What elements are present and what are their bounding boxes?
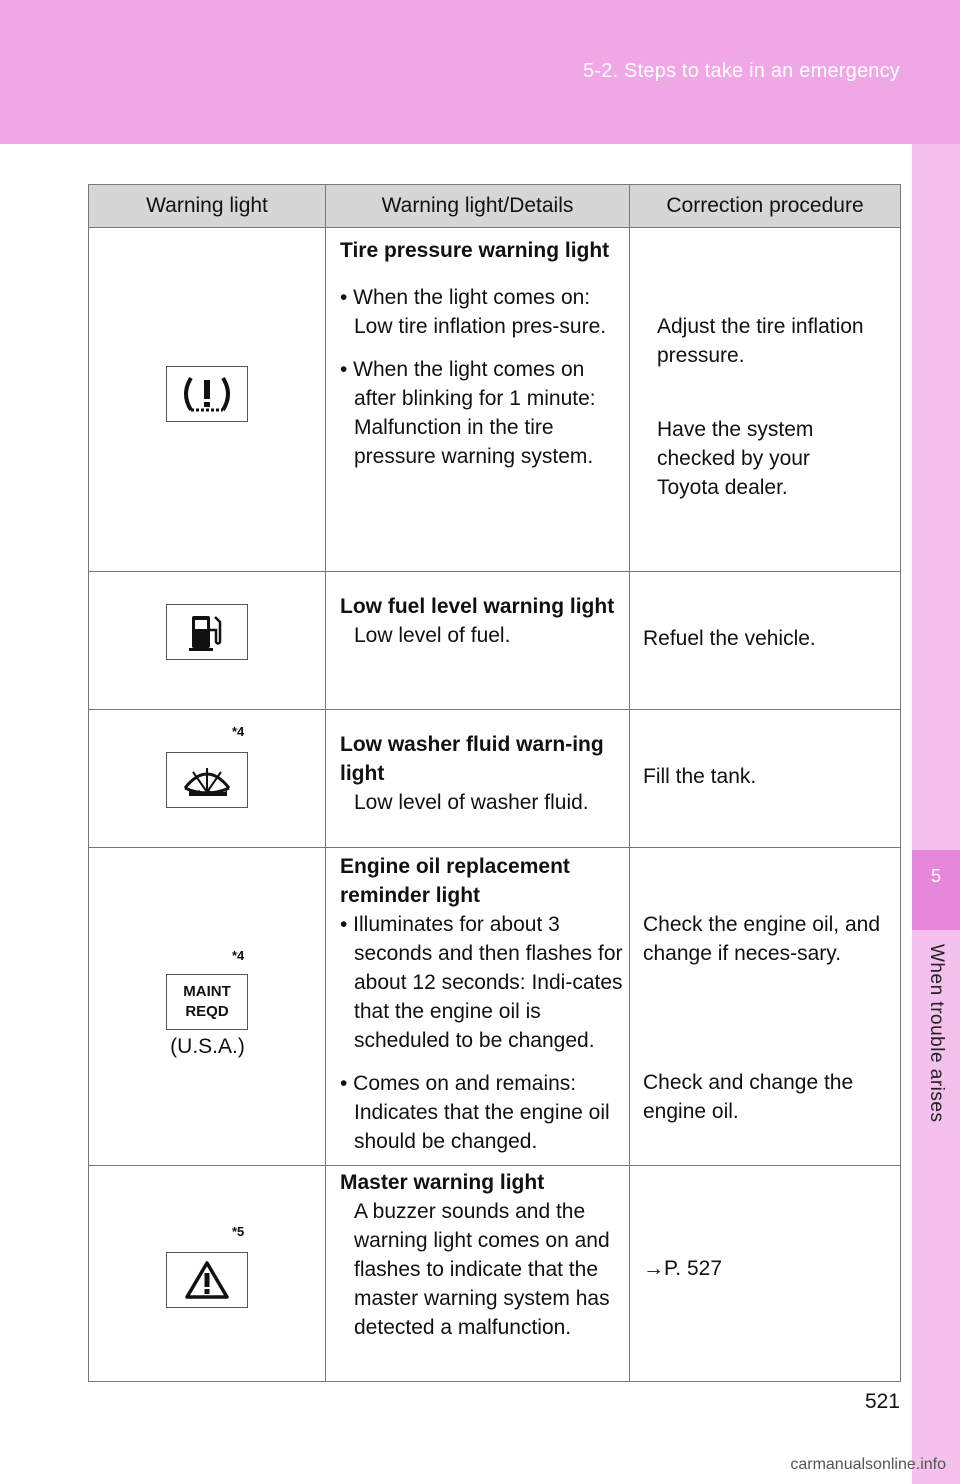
icon-text: REQD	[185, 1003, 229, 1020]
warning-light-table	[88, 184, 901, 1382]
fuel-pump-icon	[166, 604, 248, 660]
chapter-label: When trouble arises	[926, 944, 947, 1123]
correction-cell	[630, 572, 901, 710]
correction-cell	[630, 848, 901, 1166]
detail-item: • Comes on and remains: Indicates that the engine oil should be changed.	[340, 1072, 610, 1153]
details-cell	[326, 1166, 630, 1382]
table-row	[89, 848, 901, 1166]
watermark: carmanualsonline.info	[790, 1456, 946, 1473]
chapter-label-wrap	[912, 944, 960, 1144]
footnote-mark: *5	[232, 1224, 245, 1239]
correction-text: Refuel the vehicle.	[643, 627, 816, 650]
page-number: 521	[864, 1390, 900, 1413]
correction-cell	[630, 228, 901, 572]
detail-item: • When the light comes on: Low tire inflation pres-sure.	[340, 286, 607, 338]
icon-cell	[89, 710, 326, 848]
correction-text: Have the system checked by your Toyota dealer.	[657, 418, 814, 499]
light-description: Low level of washer fluid.	[354, 791, 589, 814]
table-row	[89, 710, 901, 848]
table-row	[89, 228, 901, 572]
icon-cell	[89, 228, 326, 572]
side-tab-active	[912, 850, 960, 930]
details-cell	[326, 228, 630, 572]
details-cell	[326, 848, 630, 1166]
chapter-number: 5	[930, 866, 941, 886]
correction-text: Adjust the tire inflation pressure.	[657, 315, 864, 367]
table-header-row	[89, 185, 901, 228]
details-cell	[326, 572, 630, 710]
correction-text: Check and change the engine oil.	[643, 1071, 854, 1123]
footnote-mark: *4	[232, 724, 245, 739]
icon-cell	[89, 848, 326, 1166]
page-reference: →P. 527	[643, 1257, 723, 1280]
correction-text: Check the engine oil, and change if neces-sary.	[643, 913, 880, 965]
detail-item: • When the light comes on after blinking for 1 minute: Malfunction in the tire pressure warning system.	[340, 358, 596, 468]
detail-item: • Illuminates for about 3 seconds and then flashes for about 12 seconds: Indi-cates that the engine oil is scheduled to be changed.	[340, 913, 623, 1052]
header-warning-light: Warning light	[89, 185, 326, 228]
header-details: Warning light/Details	[326, 185, 630, 228]
header-correction: Correction procedure	[630, 185, 901, 228]
icon-cell	[89, 1166, 326, 1382]
light-title: Low washer fluid warn-ing light	[340, 733, 604, 785]
light-description: A buzzer sounds and the warning light comes on and flashes to indicate that the master warning system has detected a malfunction.	[354, 1200, 610, 1339]
icon-text: MAINT	[183, 983, 231, 1000]
section-title: 5-2. Steps to take in an emergency	[583, 60, 900, 82]
master-warning-icon	[166, 1252, 248, 1308]
details-cell	[326, 710, 630, 848]
icon-cell	[89, 572, 326, 710]
region-label: (U.S.A.)	[170, 1035, 245, 1058]
light-title: Engine oil replacement reminder light	[340, 855, 570, 907]
light-title: Low fuel level warning light	[340, 595, 615, 618]
correction-cell	[630, 1166, 901, 1382]
table-row	[89, 1166, 901, 1382]
tire-pressure-icon	[166, 366, 248, 422]
maint-reqd-icon	[166, 974, 248, 1030]
table-row	[89, 572, 901, 710]
correction-text: Fill the tank.	[643, 765, 757, 788]
side-tab	[912, 144, 960, 1484]
footnote-mark: *4	[232, 948, 245, 963]
washer-fluid-icon	[166, 752, 248, 808]
light-title: Tire pressure warning light	[340, 239, 610, 262]
light-title: Master warning light	[340, 1171, 545, 1194]
correction-cell	[630, 710, 901, 848]
light-description: Low level of fuel.	[354, 624, 511, 647]
